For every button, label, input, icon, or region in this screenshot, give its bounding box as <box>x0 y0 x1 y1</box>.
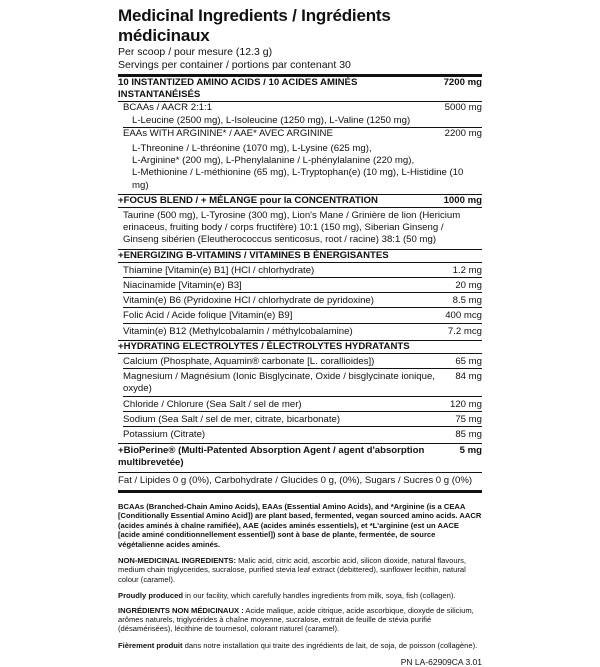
non-medicinal-heading-en: NON-MEDICINAL INGREDIENTS: <box>118 555 236 565</box>
vitamin-row <box>118 326 482 338</box>
servings-per-container: Servings per container / portions par contenant 30 <box>118 58 351 71</box>
electrolyte-amount: 65 mg <box>455 356 482 368</box>
electrolyte-row <box>118 414 482 426</box>
electrolyte-amount: 120 mg <box>450 398 482 410</box>
vitamin-name: Vitamin(e) B12 (Methylcobalamin / méthylcobalamine) <box>123 325 353 337</box>
rule <box>123 396 482 397</box>
vitamin-amount: 8.5 mg <box>452 295 482 307</box>
vitamin-name: Thiamine [Vitamin(e) B1] (HCl / chlorhydrate) <box>123 264 315 276</box>
electrolyte-amount: 84 mg <box>455 371 482 383</box>
facility-heading-en: Proudly produced <box>118 591 183 601</box>
eaa-row <box>118 128 482 140</box>
bcaa-amount: 5000 mg <box>444 102 482 114</box>
electrolytes-row <box>118 341 482 353</box>
vitamin-name: Vitamin(e) B6 (Pyridoxine HCl / chlorhydrate de pyridoxine) <box>123 295 374 307</box>
fat-carb-sugar-row <box>118 475 482 487</box>
non-medicinal-heading-fr: INGRÉDIENTS NON MÉDICINAUX : <box>118 605 244 615</box>
rule <box>118 262 482 263</box>
amino-acids-amount: 7200 mg <box>443 77 482 88</box>
section-rule <box>118 443 482 444</box>
fat-carb-sugar-text: Fat / Lipides 0 g (0%), Carbohydrate / Glucides 0 g, (0%), Sugars / Sucres 0 g (0%) <box>118 474 473 486</box>
notes <box>118 502 482 650</box>
amino-acids-row <box>118 77 482 101</box>
vitamin-amount: 1.2 mg <box>452 264 482 276</box>
electrolyte-name: Sodium (Sea Salt / sel de mer, citrate, bicarbonate) <box>123 413 341 425</box>
facility-text-fr: dans notre installation qui traite des ingrédients de lait, de soja, de poisson (collagène). <box>182 640 478 650</box>
electrolyte-row <box>118 371 482 395</box>
vitamin-row <box>118 310 482 322</box>
non-medicinal-text-en: Malic acid, citric acid, ascorbic acid, silicon dioxide, natural flavours, medium chain triglycerides, sucralose, purified stevia leaf extract (debittered), sunflower lecithin, natural colour (caramel). <box>118 555 467 584</box>
vitamin-name: Niacinamide [Vitamin(e) B3] <box>123 280 242 292</box>
electrolyte-amount: 85 mg <box>455 429 482 441</box>
vitamin-name: Folic Acid / Acide folique [Vitamin(e) B9] <box>123 310 293 322</box>
electrolyte-row <box>118 429 482 441</box>
amino-source-note: BCAAs (Branched-Chain Amino Acids), EAAs (Essential Amino Acids), and *Arginine (is a CEAA [Conditionally Essential Amino Acid]) are plant based, fermented, vegan sourced amino acids. AACR (acides aminés à chaîne ramifiée), AAE (acides aminés essentiels), et *L'arginine (est un AACE [acide aminé conditionnellement essentiel]) sont à base de plante, fermentée, de source végétalienne acides aminés. <box>118 501 482 549</box>
b-vitamins-row <box>118 250 482 262</box>
amino-acids-label: 10 INSTANTIZED AMINO ACIDS / 10 ACIDES AMINÉS INSTANTANÉISÉS <box>118 77 358 101</box>
eaa-label: EAAs WITH ARGININE* / AAE* AVEC ARGININE <box>123 127 333 139</box>
rule <box>123 368 482 369</box>
panel-title: Medicinal Ingredients / Ingrédients médicinaux <box>118 6 391 45</box>
vitamin-amount: 400 mcg <box>445 310 482 322</box>
rule <box>118 353 482 354</box>
eaa-amount: 2200 mg <box>444 127 482 139</box>
focus-blend-row <box>118 195 482 207</box>
bcaa-label: BCAAs / AACR 2:1:1 <box>123 102 213 114</box>
bioperine-amount: 5 mg <box>459 445 482 457</box>
facility-note-fr <box>118 641 482 650</box>
electrolytes-label: +HYDRATING ELECTROLYTES / ÉLECTROLYTES HYDRATANTS <box>118 340 410 352</box>
rule <box>123 426 482 427</box>
electrolyte-row <box>118 356 482 368</box>
b-vitamins-label: +ENERGIZING B-VITAMINS / VITAMINES B ÉNERGISANTES <box>118 249 389 261</box>
facility-text-en: in our facility, which carefully handles ingredients from milk, soya, fish (collagen). <box>182 591 456 601</box>
electrolyte-name: Chloride / Chlorure (Sea Salt / sel de mer) <box>123 398 302 410</box>
eaa-detail-line: L-Methionine / L-méthionine (65 mg), L-Tryptophan(e) (10 mg), L-Histidine (10 mg) <box>132 167 464 191</box>
electrolyte-row <box>118 399 482 411</box>
bcaa-row <box>118 102 482 114</box>
vitamin-amount: 7.2 mcg <box>447 325 482 337</box>
thick-rule <box>118 490 482 493</box>
serving-size: Per scoop / pour mesure (12.3 g) <box>118 46 273 58</box>
rule <box>123 411 482 412</box>
non-medicinal-ingredients-fr <box>118 606 482 634</box>
focus-detail-line: erinaceus, fruiting body / corps fructifère) 10:1 (150 mg), Siberian Ginseng / <box>123 222 444 234</box>
facility-note-en <box>118 591 482 600</box>
section-rule <box>118 472 482 473</box>
rule <box>123 277 482 278</box>
medicinal-ingredients-panel <box>118 6 482 667</box>
eaa-detail-line: L-Arginine* (200 mg), L-Phenylalanine / L-phénylalanine (220 mg), <box>132 155 415 167</box>
part-number: PN LA-62909CA 3.01 <box>400 657 482 667</box>
focus-detail-line: Taurine (500 mg), L-Tyrosine (300 mg), Lion's Mane / Grinière de lion (Hericium <box>123 210 461 222</box>
electrolyte-amount: 75 mg <box>455 413 482 425</box>
bioperine-label: +BioPerine® (Multi-Patented Absorption Agent / agent d'absorption multibrevetée) <box>118 445 425 469</box>
facility-heading-fr: Fièrement produit <box>118 640 183 650</box>
focus-detail-line: Ginseng sibérien (Eleutherococcus senticosus, root / racine) 38:1 (50 mg) <box>123 234 437 246</box>
bioperine-row <box>118 445 482 469</box>
electrolyte-name: Calcium (Phosphate, Aquamin® carbonate [L. corallioides]) <box>123 356 375 368</box>
electrolyte-name: Magnesium / Magnésium (Ionic Bisglycinate, Oxide / bisglycinate ionique, oxyde) <box>123 371 435 395</box>
vitamin-amount: 20 mg <box>455 280 482 292</box>
vitamin-row <box>118 295 482 307</box>
rule <box>123 307 482 308</box>
focus-blend-label: +FOCUS BLEND / + MÉLANGE pour la CONCENTRATION <box>118 194 378 206</box>
eaa-detail <box>118 143 482 192</box>
vitamin-row <box>118 265 482 277</box>
eaa-detail-line: L-Threonine / L-thréonine (1070 mg), L-Lysine (625 mg), <box>132 143 372 155</box>
electrolyte-name: Potassium (Citrate) <box>123 429 206 441</box>
rule <box>118 207 482 208</box>
focus-blend-amount: 1000 mg <box>443 194 482 206</box>
bcaa-detail: L-Leucine (2500 mg), L-Isoleucine (1250 mg), L-Valine (1250 mg) <box>132 114 411 126</box>
non-medicinal-text-fr: Acide malique, acide citrique, acide ascorbique, dioxyde de silicium, arômes naturels, triglycérides à chaîne moyenne, sucralose, extrait de feuille de stévia purifié (désamérisées), lécithine de tournesol, colorant naturel (caramel). <box>118 605 474 634</box>
vitamin-row <box>118 280 482 292</box>
focus-blend-detail <box>118 210 482 247</box>
non-medicinal-ingredients-en <box>118 556 482 584</box>
rule <box>123 292 482 293</box>
rule <box>123 323 482 324</box>
